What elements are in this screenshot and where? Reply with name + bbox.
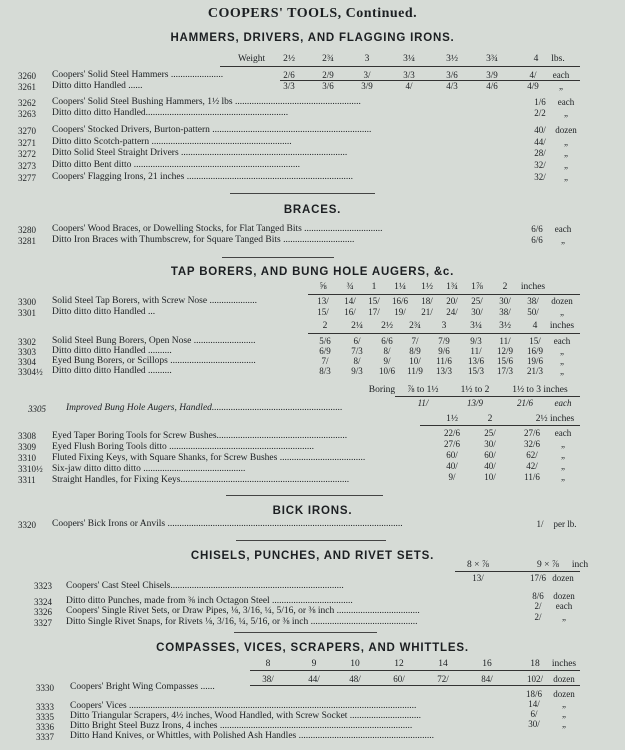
item-unit: each	[552, 70, 570, 80]
price-cell: 3/3	[283, 81, 295, 91]
size-header: 16	[482, 659, 492, 669]
item-price: 30/	[528, 719, 540, 729]
weight-header: lbs.	[551, 54, 565, 64]
section-heading-chisels: CHISELS, PUNCHES, AND RIVET SETS.	[190, 550, 435, 562]
price-cell: 11/6	[524, 472, 540, 482]
item-unit: „	[564, 148, 568, 158]
item-number: 3308	[18, 431, 36, 441]
section-heading-braces: BRACES.	[283, 204, 342, 216]
item-price: 32/	[534, 160, 546, 170]
section-heading-bick-irons: BICK IRONS.	[272, 505, 353, 517]
item-price: 2/	[534, 612, 542, 622]
price-cell: 21/6	[516, 398, 533, 408]
item-unit: „	[562, 699, 566, 709]
price-cell: 4/6	[486, 81, 498, 91]
item-price: 14/	[528, 699, 540, 709]
item-unit: dozen	[555, 125, 577, 135]
item-description: Coopers' Bick Irons or Anvils ...................................................................................................	[52, 519, 403, 529]
size-header: 2	[502, 282, 508, 292]
price-cell: 19/	[394, 307, 406, 317]
item-description: Coopers' Single Rivet Sets, or Draw Pipes, ⅛, 3/16, ¼, 5/16, or ⅜ inch ...................................	[66, 606, 420, 616]
price-cell: 17/	[368, 307, 380, 317]
weight-label: Weight	[238, 54, 266, 64]
price-cell: 2/6	[283, 70, 295, 80]
size-header: 2	[487, 414, 493, 424]
item-description: Ditto ditto ditto Handled............................................................	[52, 108, 289, 118]
item-number: 3271	[18, 138, 36, 148]
item-unit: „	[564, 137, 568, 147]
price-cell: 16/9	[526, 346, 543, 356]
price-cell: 40/	[446, 461, 458, 471]
price-cell: 30/	[471, 307, 483, 317]
item-description: Ditto Single Rivet Snaps, for Rivets ⅛, 3/16, ¼, 5/16, or ⅜ inch .............................................	[66, 617, 418, 627]
item-number: 3333	[36, 702, 54, 712]
item-number: 3261	[18, 82, 36, 92]
item-number: 3311	[18, 475, 36, 485]
weight-header: 3	[364, 54, 370, 64]
price-cell: 6/	[353, 336, 361, 346]
item-number: 3327	[34, 618, 52, 628]
price-cell: 40/	[484, 461, 496, 471]
item-number: 3300	[18, 297, 36, 307]
item-number: 3263	[18, 109, 36, 119]
size-header: inches	[520, 282, 546, 292]
price-cell: 30/	[484, 439, 496, 449]
price-cell: 21/	[421, 307, 433, 317]
size-header: 3½	[499, 321, 511, 331]
item-description: Fluted Fixing Keys, with Square Shanks, for Screw Bushes ....................................	[52, 453, 366, 463]
price-cell: 7/	[411, 336, 419, 346]
item-number: 3301	[18, 308, 36, 318]
item-price: 32/	[534, 172, 546, 182]
item-unit: „	[561, 450, 565, 460]
price-cell: 6/6	[381, 336, 393, 346]
price-cell: 12/9	[496, 346, 513, 356]
boring-range: 1½ to 3 inches	[512, 385, 568, 395]
item-unit: „	[564, 172, 568, 182]
item-description: Coopers' Vices .........................................................................................................................	[70, 701, 417, 711]
price-cell: 6/9	[319, 346, 331, 356]
item-description: Coopers' Solid Steel Hammers ......................	[52, 70, 224, 80]
item-price: 6/6	[531, 224, 543, 234]
item-description: Ditto ditto Punches, made from ⅜ inch Octagon Steel ..................................	[66, 596, 353, 606]
price-cell: 20/	[446, 296, 458, 306]
item-description: Coopers' Flagging Irons, 21 inches ......................................................................	[52, 172, 353, 182]
item-number: 3270	[18, 126, 36, 136]
price-cell: 9/3	[470, 336, 482, 346]
price-cell: 5/6	[319, 336, 331, 346]
price-cell: 25/	[471, 296, 483, 306]
item-unit: „	[559, 81, 563, 91]
item-unit: „	[564, 160, 568, 170]
price-cell: 10/	[484, 472, 496, 482]
item-price: 2/	[534, 601, 542, 611]
item-unit: „	[560, 366, 564, 376]
size-header: 2¼	[351, 321, 363, 331]
item-unit: „	[564, 108, 568, 118]
price-cell: 84/	[481, 674, 493, 684]
item-description: Ditto Bright Steel Buzz Irons, 4 inches .................................................................................	[70, 721, 413, 731]
item-unit: „	[560, 346, 564, 356]
size-header: 1⅞	[471, 282, 483, 292]
size-header: 1	[371, 282, 377, 292]
item-description: Ditto ditto ditto Handled ...	[52, 307, 156, 317]
price-cell: 18/	[421, 296, 433, 306]
price-cell: 15/3	[467, 366, 484, 376]
item-price: 2/2	[534, 108, 546, 118]
section-heading-hammers: HAMMERS, DRIVERS, AND FLAGGING IRONS.	[170, 32, 455, 44]
size-header: 2¾	[409, 321, 421, 331]
item-description: Ditto ditto Scotch-pattern ...........................................................	[52, 137, 292, 147]
price-cell: 3/9	[486, 70, 498, 80]
item-description: Eyed Bung Borers, or Scillops ....................................	[52, 356, 256, 366]
item-description: Coopers' Bright Wing Compasses ......	[70, 682, 215, 692]
item-unit: „	[561, 235, 565, 245]
price-cell: 13/3	[435, 366, 452, 376]
price-cell: 4/3	[446, 81, 458, 91]
size-header: 4	[532, 321, 538, 331]
item-price: 1/6	[534, 97, 546, 107]
size-header: inches	[551, 659, 577, 669]
price-cell: 2/9	[322, 70, 334, 80]
item-number: 3304½	[18, 367, 43, 377]
price-cell: 102/	[526, 674, 543, 684]
item-unit: „	[561, 472, 565, 482]
item-number: 3277	[18, 173, 36, 183]
price-cell: 17/6	[529, 573, 546, 583]
size-header: 9 × ⅞	[537, 560, 559, 570]
item-price: 6/	[530, 709, 538, 719]
item-number: 3337	[36, 732, 54, 742]
item-unit: dozen	[551, 296, 573, 306]
size-header: 3	[441, 321, 447, 331]
price-cell: 25/	[484, 428, 496, 438]
weight-header: 4	[533, 54, 539, 64]
size-header: inch	[571, 560, 589, 570]
price-cell: 16/6	[391, 296, 408, 306]
item-unit: „	[562, 612, 566, 622]
price-cell: 15/	[317, 307, 329, 317]
item-number: 3303	[18, 347, 36, 357]
item-unit: „	[561, 439, 565, 449]
size-header: 8 × ⅞	[467, 560, 489, 570]
item-number: 3336	[36, 722, 54, 732]
price-cell: 11/6	[436, 356, 452, 366]
item-number: 3262	[18, 98, 36, 108]
price-cell: 11/9	[407, 366, 423, 376]
size-header: ⅝	[319, 282, 327, 292]
price-cell: 9/6	[438, 346, 450, 356]
item-number: 3302	[18, 337, 36, 347]
price-cell: 10/	[409, 356, 421, 366]
size-header: 14	[438, 659, 448, 669]
price-cell: 3/	[363, 70, 371, 80]
price-cell: 4/	[529, 70, 537, 80]
price-cell: 8/	[383, 346, 391, 356]
weight-header: 2¾	[322, 54, 334, 64]
item-unit: each	[554, 224, 572, 234]
item-description: Coopers' Solid Steel Bushing Hammers, 1½ lbs .....................................................	[52, 97, 361, 107]
item-description: Ditto ditto ditto Handled ..........	[52, 366, 172, 376]
size-header: inches	[549, 321, 575, 331]
price-cell: 11/	[470, 346, 482, 356]
item-unit: „	[560, 356, 564, 366]
item-price: 1/	[536, 519, 544, 529]
item-price: 6/6	[531, 235, 543, 245]
item-unit: dozen	[552, 573, 574, 583]
item-number: 3310	[18, 453, 36, 463]
price-cell: 8/9	[409, 346, 421, 356]
price-cell: 19/6	[526, 356, 543, 366]
price-cell: 21/3	[526, 366, 543, 376]
item-description: Coopers' Cast Steel Chisels.........................................................................	[66, 581, 344, 591]
weight-header: 3¼	[403, 54, 415, 64]
item-number: 3272	[18, 149, 36, 159]
item-number: 3324	[34, 597, 52, 607]
price-cell: 42/	[526, 461, 538, 471]
item-description: Ditto Triangular Scrapers, 4½ inches, Wood Handled, with Screw Socket ..............................	[70, 711, 422, 721]
price-cell: 13/	[472, 573, 484, 583]
price-cell: 15/	[368, 296, 380, 306]
price-cell: 48/	[349, 674, 361, 684]
price-cell: 38/	[527, 296, 539, 306]
item-price: 28/	[534, 148, 546, 158]
item-description: Solid Steel Tap Borers, with Screw Nose ....................	[52, 296, 257, 306]
price-cell: 44/	[308, 674, 320, 684]
item-unit: „	[561, 461, 565, 471]
size-header: 2½ inches	[535, 414, 575, 424]
price-cell: 38/	[499, 307, 511, 317]
size-header: 9	[311, 659, 317, 669]
price-cell: 27/6	[443, 439, 460, 449]
price-cell: 32/6	[523, 439, 540, 449]
price-cell: 3/6	[446, 70, 458, 80]
price-cell: 30/	[499, 296, 511, 306]
item-description: Six-jaw ditto ditto ditto ...........................................	[52, 464, 246, 474]
size-header: 8	[265, 659, 271, 669]
price-cell: 60/	[393, 674, 405, 684]
boring-range: 1½ to 2	[460, 385, 490, 395]
price-cell: 22/6	[443, 428, 460, 438]
price-cell: 9/	[383, 356, 391, 366]
weight-header: 3½	[446, 54, 458, 64]
price-cell: 4/	[405, 81, 413, 91]
item-description: Ditto ditto Handled ......	[52, 81, 143, 91]
size-header: 1¾	[446, 282, 458, 292]
price-cell: 38/	[262, 674, 274, 684]
item-description: Straight Handles, for Fixing Keys.......................................................................	[52, 475, 350, 485]
price-cell: 3/9	[361, 81, 373, 91]
item-number: 3310½	[18, 464, 43, 474]
price-cell: 62/	[526, 450, 538, 460]
price-cell: 10/6	[378, 366, 395, 376]
item-unit: each	[555, 601, 573, 611]
item-description: Eyed Flush Boring Tools ditto .............................................................	[52, 442, 315, 452]
price-cell: 8/3	[319, 366, 331, 376]
weight-header: 3¾	[486, 54, 498, 64]
price-cell: 9/3	[351, 366, 363, 376]
price-cell: 13/6	[467, 356, 484, 366]
item-number: 3326	[34, 607, 52, 617]
item-number: 3304	[18, 357, 36, 367]
price-cell: 15/6	[496, 356, 513, 366]
price-cell: 72/	[437, 674, 449, 684]
item-unit: each	[553, 336, 571, 346]
price-cell: 7/3	[351, 346, 363, 356]
item-number: 3330	[36, 683, 54, 693]
item-description: Ditto Solid Steel Straight Drivers ......................................................................	[52, 148, 348, 158]
price-cell: 7/9	[438, 336, 450, 346]
size-header: 3¼	[470, 321, 482, 331]
price-cell: 60/	[484, 450, 496, 460]
item-price: 8/6	[532, 591, 544, 601]
item-description: Solid Steel Bung Borers, Open Nose ..........................	[52, 336, 256, 346]
item-unit: dozen	[553, 689, 575, 699]
price-cell: 60/	[446, 450, 458, 460]
weight-header: 2½	[283, 54, 295, 64]
size-header: 12	[394, 659, 404, 669]
item-description: Ditto Iron Braces with Thumbscrew, for Square Tanged Bits ..............................	[52, 235, 355, 245]
item-price: 18/6	[525, 689, 542, 699]
item-number: 3323	[34, 581, 52, 591]
price-cell: 17/3	[496, 366, 513, 376]
price-cell: 11/	[417, 398, 429, 408]
item-unit: each	[554, 428, 572, 438]
boring-label: Boring	[368, 385, 396, 395]
price-cell: 3/3	[403, 70, 415, 80]
item-unit: „	[562, 709, 566, 719]
price-cell: 3/6	[322, 81, 334, 91]
item-description: Coopers' Wood Braces, or Dowelling Stocks, for Flat Tanged Bits .................................	[52, 224, 383, 234]
price-cell: 50/	[527, 307, 539, 317]
item-number: 3280	[18, 225, 36, 235]
page-title: COOPERS' TOOLS, Continued.	[207, 6, 418, 21]
section-heading-compasses: COMPASSES, VICES, SCRAPERS, AND WHITTLES.	[156, 642, 469, 654]
item-unit: dozen	[553, 674, 575, 684]
item-unit: each	[554, 398, 572, 408]
price-cell: 13/9	[466, 398, 483, 408]
price-cell: 15/	[529, 336, 541, 346]
item-price: 40/	[534, 125, 546, 135]
price-cell: 7/	[321, 356, 329, 366]
item-description: Ditto Hand Knives, or Whittles, with Polished Ash Handles .........................................................	[70, 731, 434, 741]
item-unit: per lb.	[553, 519, 577, 529]
item-description: Ditto ditto Bent ditto ......................................................................	[52, 160, 301, 170]
item-number: 3320	[18, 520, 36, 530]
item-number: 3260	[18, 71, 36, 81]
price-cell: 9/	[448, 472, 456, 482]
price-cell: 8/	[353, 356, 361, 366]
size-header: 2	[322, 321, 328, 331]
item-unit: dozen	[553, 591, 575, 601]
item-price: 44/	[534, 137, 546, 147]
item-description: Coopers' Stocked Drivers, Burton-pattern ...................................................................	[52, 125, 372, 135]
price-cell: 24/	[446, 307, 458, 317]
item-unit: „	[562, 719, 566, 729]
item-description: Eyed Taper Boring Tools for Screw Bushes.......................................................	[52, 431, 348, 441]
size-header: 1½	[421, 282, 433, 292]
boring-range: ⅞ to 1½	[407, 385, 439, 395]
item-number: 3305	[28, 404, 46, 414]
item-description: Improved Bung Hole Augers, Handled.......................................................	[66, 403, 343, 413]
price-cell: 27/6	[523, 428, 540, 438]
size-header: ¾	[346, 282, 354, 292]
price-cell: 14/	[344, 296, 356, 306]
item-number: 3281	[18, 236, 36, 246]
item-unit: „	[560, 307, 564, 317]
item-number: 3335	[36, 712, 54, 722]
item-description: Ditto ditto ditto Handled ..........	[52, 346, 172, 356]
section-heading-tap-borers: TAP BORERS, AND BUNG HOLE AUGERS, &c.	[170, 266, 455, 278]
size-header: 2½	[381, 321, 393, 331]
price-cell: 16/	[344, 307, 356, 317]
size-header: 18	[530, 659, 540, 669]
item-unit: each	[557, 97, 575, 107]
price-cell: 11/	[499, 336, 511, 346]
price-cell: 4/9	[527, 81, 539, 91]
price-cell: 13/	[317, 296, 329, 306]
size-header: 1¼	[394, 282, 406, 292]
size-header: 10	[350, 659, 360, 669]
size-header: 1½	[446, 414, 458, 424]
item-number: 3273	[18, 161, 36, 171]
item-number: 3309	[18, 442, 36, 452]
